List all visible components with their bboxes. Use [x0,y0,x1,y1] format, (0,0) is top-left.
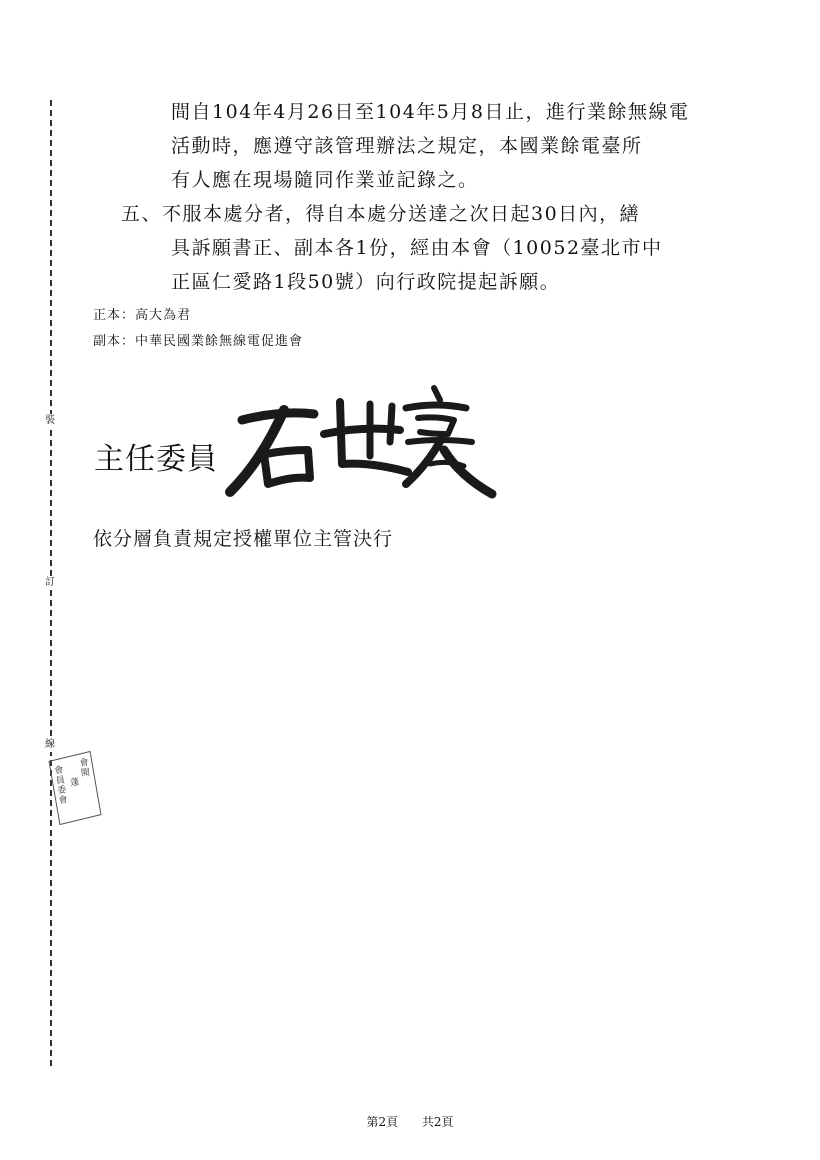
total-pages: 共2頁 [421,1115,454,1129]
body-line-5: 具訴願書正、副本各1份，經由本會（10052臺北市中 [171,237,663,259]
signatory-title: 主任委員 [94,442,218,477]
binding-mark-top: 裝 [42,414,58,428]
body-line-1: 間自104年4月26日至104年5月8日止，進行業餘無線電 [171,101,690,123]
page-number: 第2頁 [366,1115,399,1129]
original-recipient: 正本：高大為君 [93,308,192,323]
body-line-3: 有人應在現場隨同作業並記錄之。 [171,169,479,191]
copy-recipient: 副本：中華民國業餘無線電促進會 [93,334,304,349]
binding-mark-bottom: 線 [42,738,58,752]
seal-text-col2: 蓬 [69,777,80,789]
page-footer [0,1113,820,1130]
seal-text-col1: 會員委會 [53,765,69,807]
body-line-2: 活動時，應遵守該管理辦法之規定，本國業餘電臺所 [171,135,643,157]
delegation-note: 依分層負責規定授權單位主管決行 [93,528,394,550]
review-seal-stamp [44,749,106,828]
handwritten-signature [222,380,502,510]
body-line-6: 正區仁愛路1段50號）向行政院提起訴願。 [171,271,561,293]
body-line-4: 五、不服本處分者，得自本處分送達之次日起30日內，繕 [121,203,641,225]
binding-mark-middle: 訂 [42,576,58,590]
seal-text-col3: 會閱 [79,757,91,779]
seal-outline-icon [44,749,106,828]
signature-brush-icon [222,380,502,510]
